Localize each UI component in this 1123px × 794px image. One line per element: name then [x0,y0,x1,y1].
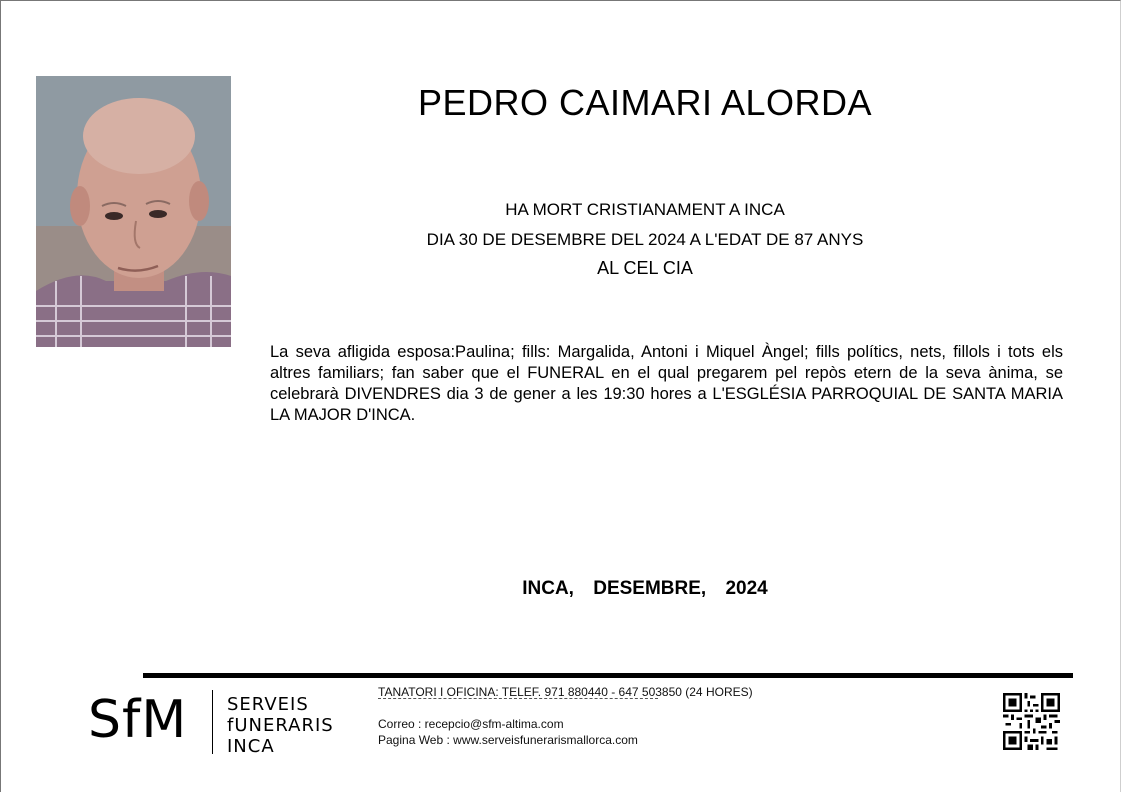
portrait-photo [36,76,231,347]
contact-email: Correo : recepcio@sfm-altima.com [378,717,564,731]
logo-line-2: fUNERARIS [227,715,334,736]
footer-rule [143,673,1073,678]
contact-web: Pagina Web : www.serveisfunerarismallorca.com [378,733,638,747]
qr-code-icon [1003,693,1060,750]
logo-words [227,694,334,757]
deceased-name: PEDRO CAIMARI ALORDA [417,82,873,123]
announcement-line-3: AL CEL CIA [597,258,693,278]
logo-divider [212,690,213,754]
logo-line-1: SERVEIS [227,694,309,715]
place-date: INCA, DESEMBRE, 2024 [522,578,768,599]
announcement-line-1: HA MORT CRISTIANAMENT A INCA [505,200,785,219]
announcement-line-2: DIA 30 DE DESEMBRE DEL 2024 A L'EDAT DE 87 ANYS [426,230,864,249]
logo-line-3: INCA [227,736,275,757]
sfm-logo: SfM [88,690,188,750]
contact-separator [378,698,658,699]
obituary-body: La seva afligida esposa:Paulina; fills: Margalida, Antoni i Miquel Àngel; fills polítics, nets, fillols i tots els altres familiars; fan saber que el FUNERAL en el qual pregarem pel repòs etern de la seva ànima, se celebrarà DIVENDRES dia 3 de gener a les 19:30 hores a L'ESGLÉSIA PARROQUIAL DE SANTA MARIA LA MAJOR D'INCA. [270,343,1063,424]
contact-phones: TANATORI I OFICINA: TELEF. 971 880440 - 647 503850 (24 HORES) [378,685,753,699]
